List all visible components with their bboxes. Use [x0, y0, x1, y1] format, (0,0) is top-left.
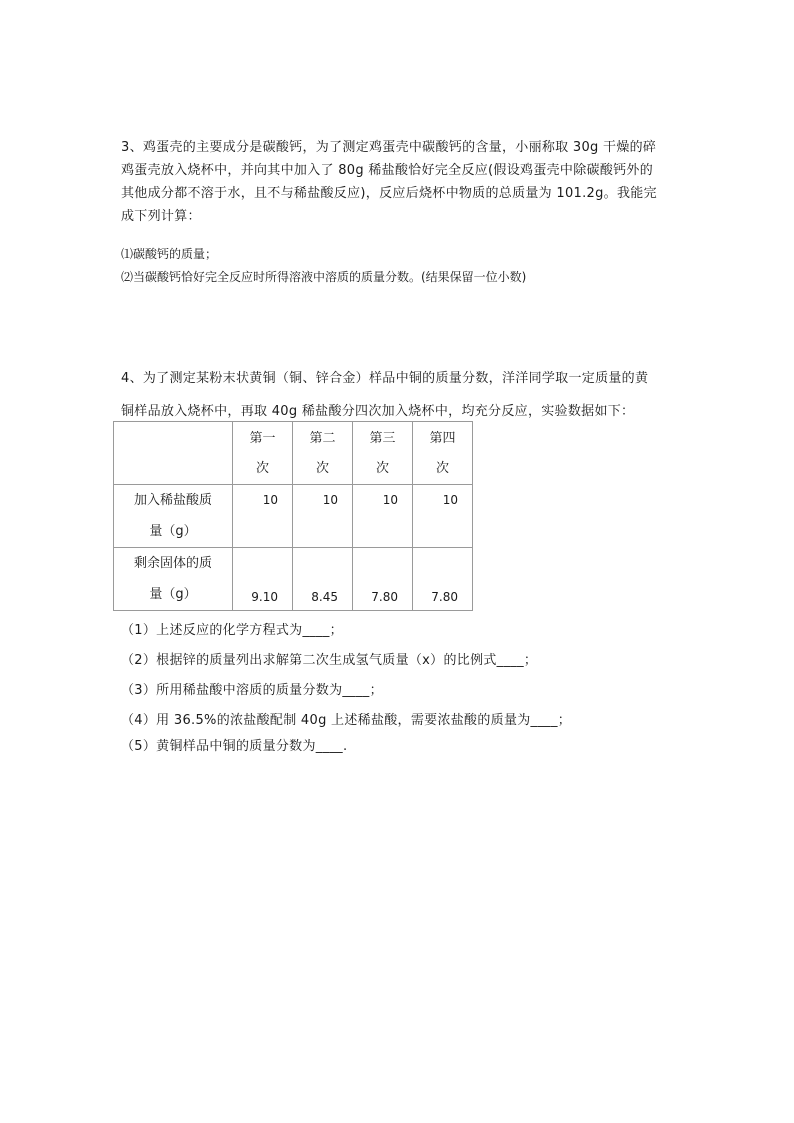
header-text-top: 第二 — [309, 431, 336, 446]
table-header-cell — [353, 422, 413, 485]
table-value-cell: 10 — [353, 485, 413, 548]
q4-line-1: 4、为了测定某粉末状黄铜（铜、锌合金）样品中铜的质量分数，洋洋同学取一定质量的黄 — [121, 371, 649, 386]
list-item: （4）用 36.5%的浓盐酸配制 40g 上述稀盐酸，需要浓盐酸的质量为____； — [121, 713, 572, 728]
q3-subquestion-2: ⑵当碳酸钙恰好完全反应时所得溶液中溶质的质量分数。(结果保留一位小数) — [121, 270, 527, 284]
header-text-bottom: 次 — [435, 461, 449, 476]
row-label-bottom: 量（g） — [149, 587, 197, 602]
header-text-top: 第三 — [369, 431, 396, 446]
q3-subquestion-1: ⑴碳酸钙的质量； — [121, 247, 218, 261]
q3-line-2: 鸡蛋壳放入烧杯中，并向其中加入了 80g 稀盐酸恰好完全反应(假设鸡蛋壳中除碳酸钙外的 — [121, 163, 654, 178]
experiment-data-table — [113, 421, 473, 611]
q4-questions-list — [121, 616, 571, 758]
header-text-bottom: 次 — [315, 461, 329, 476]
table-row — [114, 485, 473, 548]
table-header-cell — [413, 422, 473, 485]
table-row — [114, 548, 473, 611]
table-value-cell: 7.80 — [353, 548, 413, 611]
table-value-cell: 8.45 — [293, 548, 353, 611]
q3-line-3: 其他成分都不溶于水，且不与稀盐酸反应)，反应后烧杯中物质的总质量为 101.2g。我能完 — [121, 186, 657, 201]
table-value-cell: 10 — [413, 485, 473, 548]
row-label-top: 加入稀盐酸质 — [133, 493, 212, 508]
header-text-bottom: 次 — [255, 461, 269, 476]
row-label-cell — [114, 548, 233, 611]
q3-line-4: 成下列计算： — [121, 209, 201, 224]
row-label-bottom: 量（g） — [149, 524, 197, 539]
question-3 — [121, 136, 681, 228]
header-text-bottom: 次 — [375, 461, 389, 476]
table-value-cell: 7.80 — [413, 548, 473, 611]
list-item: （2）根据锌的质量列出求解第二次生成氢气质量（x）的比例式____； — [121, 653, 538, 668]
table-value-cell: 10 — [233, 485, 293, 548]
question-4 — [121, 362, 701, 428]
q3-line-1: 3、鸡蛋壳的主要成分是碳酸钙，为了测定鸡蛋壳中碳酸钙的含量，小丽称取 30g 干燥的碎 — [121, 140, 657, 155]
list-item: （3）所用稀盐酸中溶质的质量分数为____； — [121, 683, 383, 698]
list-item: （1）上述反应的化学方程式为____； — [121, 623, 343, 638]
table-header-cell — [233, 422, 293, 485]
table-corner-cell — [114, 422, 233, 485]
header-text-top: 第一 — [249, 431, 276, 446]
list-item: （5）黄铜样品中铜的质量分数为____. — [121, 739, 348, 754]
table-value-cell: 9.10 — [233, 548, 293, 611]
table-header-row — [114, 422, 473, 485]
header-text-top: 第四 — [429, 431, 456, 446]
row-label-top: 剩余固体的质 — [133, 556, 212, 571]
row-label-cell — [114, 485, 233, 548]
table-value-cell: 10 — [293, 485, 353, 548]
table-header-cell — [293, 422, 353, 485]
q4-line-2: 铜样品放入烧杯中，再取 40g 稀盐酸分四次加入烧杯中，均充分反应，实验数据如下： — [121, 404, 635, 419]
